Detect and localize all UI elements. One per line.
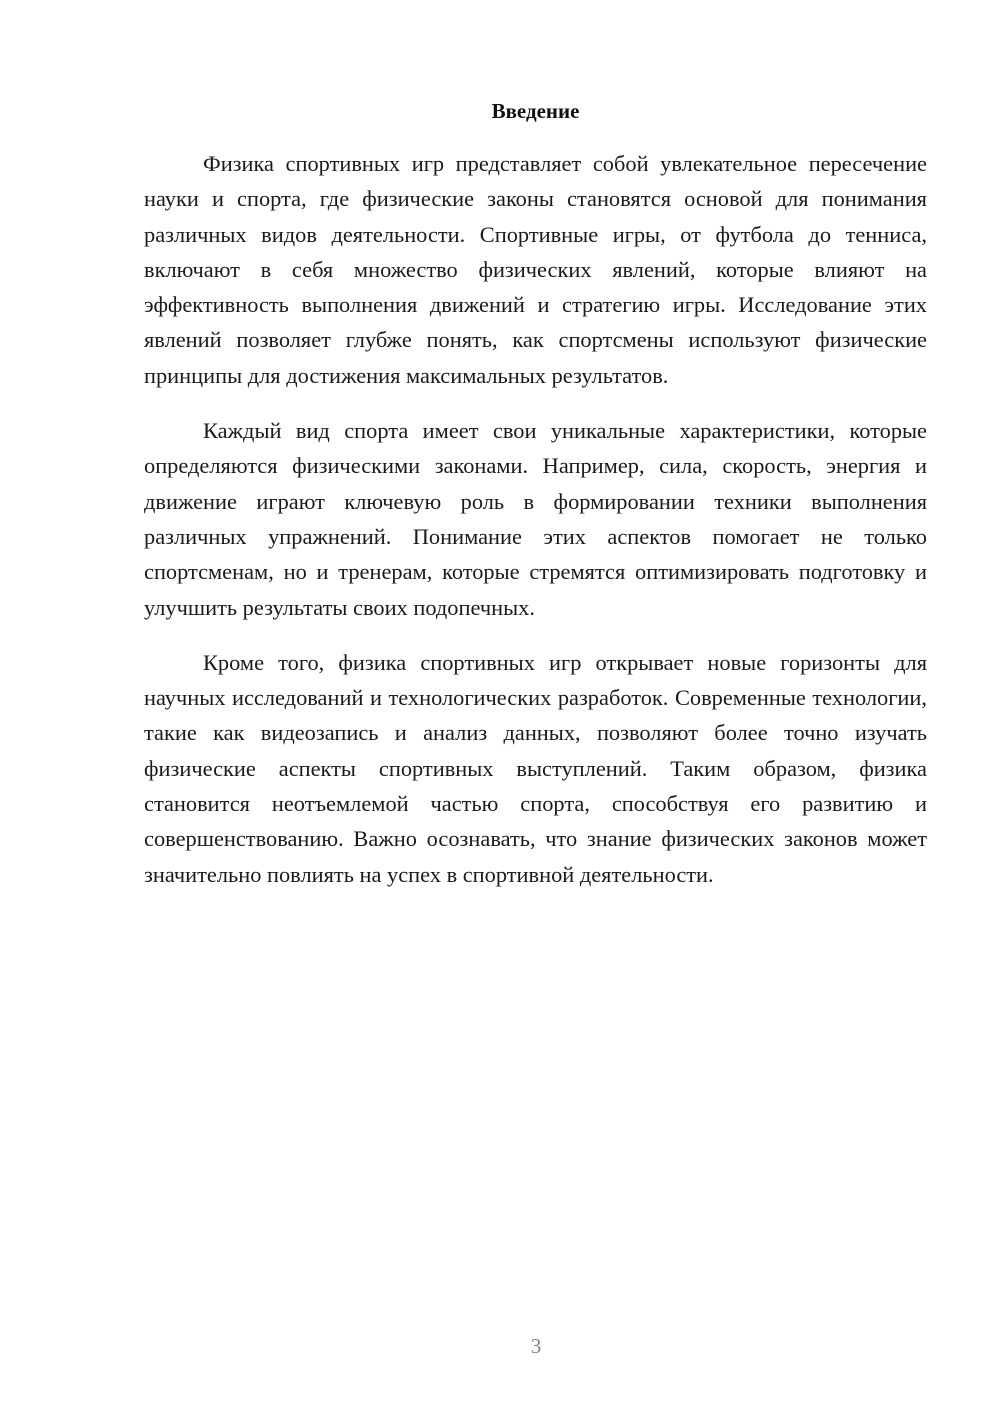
page-number: 3 xyxy=(530,1334,542,1358)
paragraph-1: Физика спортивных игр представляет собой увлекательное пересечение науки и спорта, где физические законы становятся основой для понимания различных видов деятельности. Спортивные игры, от футбола до тенниса, включают в себя множество физических явлений, которые влияют на эффективность выполнения движений и стратегию игры. Исследование этих явлений позволяет глубже понять, как спортсмены используют физические принципы для достижения максимальных результатов. xyxy=(144,151,927,388)
page-content xyxy=(144,96,927,912)
paragraph-2: Каждый вид спорта имеет свои уникальные характеристики, которые определяются физическими законами. Например, сила, скорость, энергия и движение играют ключевую роль в формировании техники выполнения различных упражнений. Понимание этих аспектов помогает не только спортсменам, но и тренерам, которые стремятся оптимизировать подготовку и улучшить результаты своих подопечных. xyxy=(144,418,927,620)
paragraph-3: Кроме того, физика спортивных игр открывает новые горизонты для научных исследований и технологических разработок. Современные технологии, такие как видеозапись и анализ данных, позволяют более точно изучать физические аспекты спортивных выступлений. Таким образом, физика становится неотъемлемой частью спорта, способствуя его развитию и совершенствованию. Важно осознавать, что знание физических законов может значительно повлиять на успех в спортивной деятельности. xyxy=(144,649,927,887)
section-heading: Введение xyxy=(491,99,580,123)
